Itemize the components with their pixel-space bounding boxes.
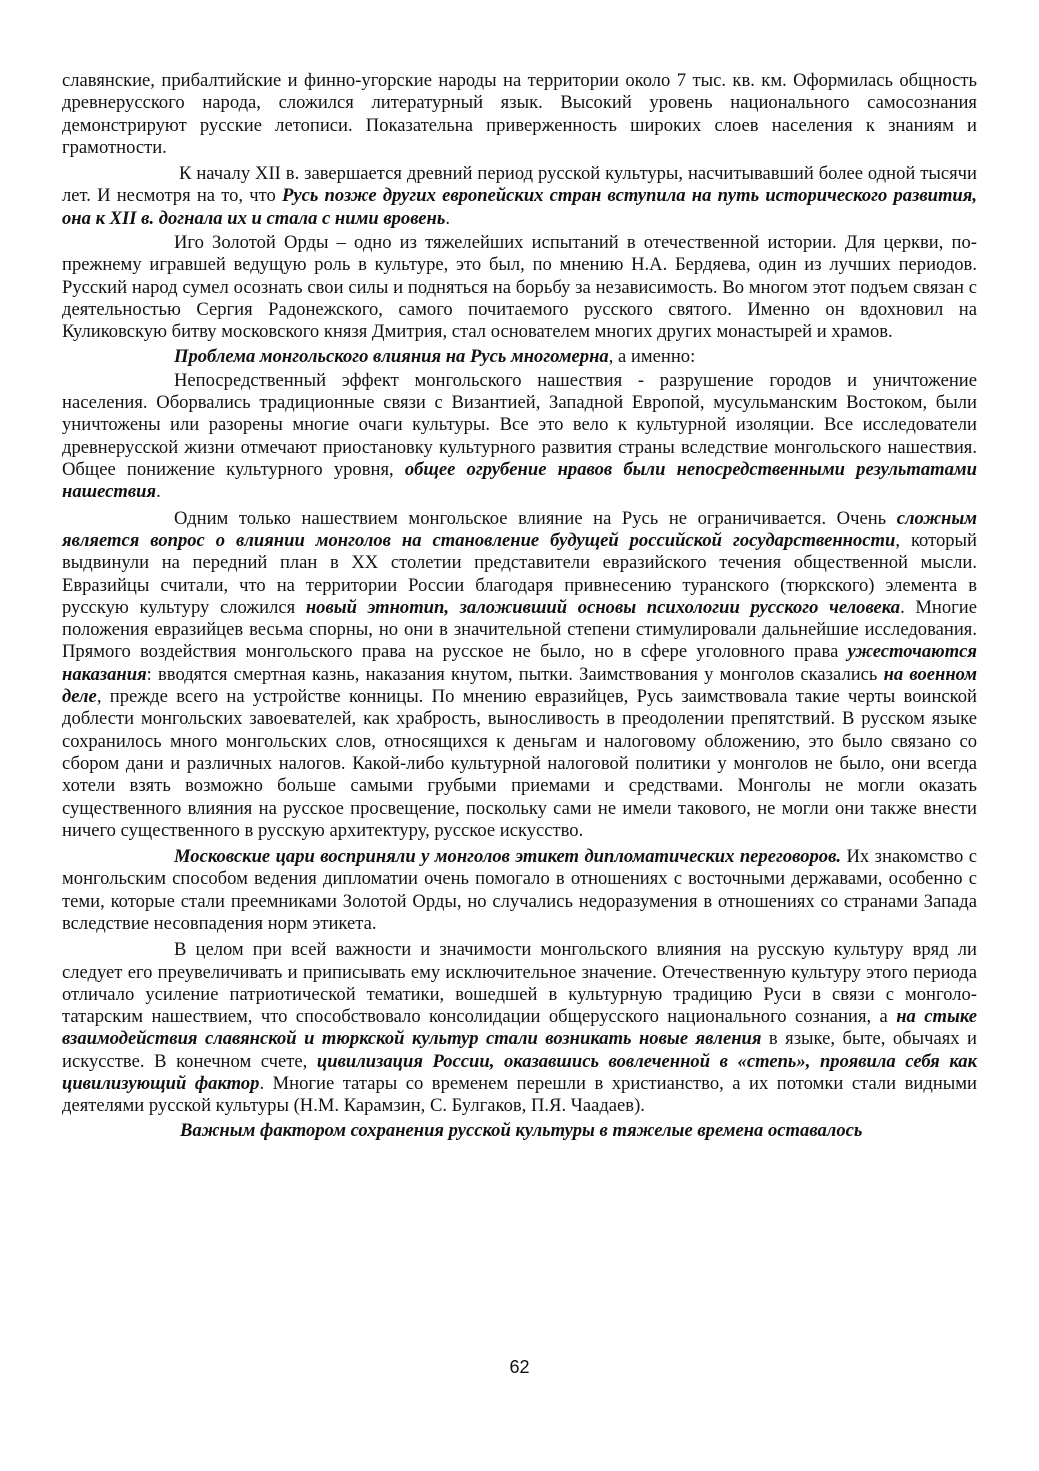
body-text: в языке, быте, обычаях и искусстве. В конечном счете,	[62, 1028, 977, 1072]
page-number: 62	[509, 1357, 530, 1377]
body-text: , который выдвинули на передний план в XX столетии представители евразийского течения общественной мысли. Евразийцы считали, что на территории России благодаря привнесению туранского (тюркского) элемента в русскую культуру сложился	[62, 529, 977, 618]
emphasis-text: Важным фактором сохранения русской культуры в тяжелые времена оставалось	[180, 1119, 863, 1141]
document-body	[62, 70, 977, 1142]
emphasis-text: на стыке взаимодействия славянской и тюркской культур стали возникать новые явления	[62, 1006, 977, 1050]
body-text: . Многие татары со временем перешли в христианство, а их потомки стали видными деятелями русской культуры (Н.М. Карамзин, С. Булгаков, П.Я. Чаадаев).	[62, 1073, 977, 1117]
paragraph-7	[62, 846, 977, 935]
emphasis-text: цивилизация России, оказавшись вовлеченной в «степь», проявила себя как цивилизующий фактор	[62, 1050, 977, 1095]
body-text: .	[156, 481, 161, 503]
paragraph-4	[62, 346, 977, 368]
body-text: К началу XII в. завершается древний период русской культуры, насчитывавший более одной тысячи лет. И несмотря на то, что	[62, 163, 977, 207]
emphasis-text: Московские цари восприняли у монголов этикет дипломатических переговоров.	[174, 846, 842, 868]
emphasis-text: новый этнотип, заложивший основы психологии русского человека	[305, 596, 901, 618]
paragraph-1	[62, 70, 977, 159]
paragraph-8	[62, 939, 977, 1117]
body-text: Одним только нашествием монгольское влияние на Русь не ограничивается. Очень	[174, 507, 897, 529]
body-text: : вводятся смертная казнь, наказания кнутом, пытки. Заимствования у монголов сказались	[146, 663, 884, 685]
emphasis-text: сложным является вопрос о влиянии монголов на становление будущей российской государственности	[62, 507, 977, 551]
paragraph-9	[62, 1120, 977, 1142]
emphasis-text: на военном деле	[62, 663, 977, 708]
emphasis-text: общее огрубение нравов были непосредственными результатами нашествия	[62, 459, 978, 503]
paragraph-3	[62, 232, 977, 343]
emphasis-text: ужесточаются наказания	[62, 641, 977, 685]
body-text: Непосредственный эффект монгольского нашествия - разрушение городов и уничтожение населения. Оборвались традиционные связи с Византией, Западной Европой, мусульманским Востоком, были уничтожены или разорены многие очаги культуры. Все это вело к культурной изоляции. Все исследователи древнерусской жизни отмечают приостановку культурного развития страны вследствие монгольского нашествия. Общее понижение культурного уровня,	[62, 369, 977, 481]
body-text: , прежде всего на устройстве конницы. По мнению евразийцев, Русь заимствовала такие черты воинской доблести монгольских завоевателей, как храбрость, выносливость в преодолении препятствий. В русском языке сохранилось много монгольских слов, относящихся к деньгам и налоговому обложению, это было связано со сбором дани и различных налогов. Какой-либо культурной налоговой политики у монголов не было, они всегда хотели взять возможно больше самыми грубыми приемами и средствами. Монголы не могли оказать существенного влияния на русское просвещение, поскольку сами не имели такового, не могли они также внести ничего существенного в русскую архитектуру, русское искусство.	[62, 686, 977, 841]
body-text: .	[445, 207, 451, 229]
paragraph-2	[62, 163, 977, 230]
body-text: Иго Золотой Орды – одно из тяжелейших испытаний в отечественной истории. Для церкви, по-прежнему игравшей ведущую роль в культуре, это был, по мнению Н.А. Бердяева, один из лучших периодов. Русский народ сумел осознать свои силы и подняться на борьбу за независимость. Во многом этот подъем связан с деятельностью Сергия Радонежского, самого почитаемого русского святого. Именно он вдохновил на Куликовскую битву московского князя Дмитрия, стал основателем многих других монастырей и храмов.	[62, 232, 977, 343]
paragraph-6	[62, 508, 977, 842]
paragraph-5	[62, 370, 977, 504]
body-text: В целом при всей важности и значимости монгольского влияния на русскую культуру вряд ли следует его преувеличивать и приписывать ему исключительное значение. Отечественную культуру этого периода отличало усиление патриотической тематики, вошедшей в культурную традицию Руси в связи с монголо-татарским нашествием, что способствовало консолидации общерусского национального сознания, а	[62, 939, 977, 1028]
body-text: . Многие положения евразийцев весьма спорны, но они в значительной степени стимулировали дальнейшие исследования. Прямого воздействия монгольского права на русское не было, но в сфере уголовного права	[62, 596, 977, 663]
body-text: славянские, прибалтийские и финно-угорские народы на территории около 7 тыс. кв. км. Оформилась общность древнерусского народа, сложился литературный язык. Высокий уровень национального самосознания демонстрируют русские летописи. Показательна приверженность широких слоев населения к знаниям и грамотности.	[62, 70, 977, 158]
emphasis-text: Проблема монгольского влияния на Русь многомерна	[174, 345, 609, 367]
body-text: Их знакомство с монгольским способом ведения дипломатии очень помогало в отношениях с восточными державами, особенно с теми, которые стали преемниками Золотой Орды, но случались недоразумения в отношениях со странами Запада вследствие несовпадения норм этикета.	[62, 846, 977, 934]
body-text: , а именно:	[608, 345, 696, 367]
emphasis-text: Русь позже других европейских стран вступила на путь исторического развития, она к XII в. догнала их и стала с ними вровень	[62, 185, 977, 229]
